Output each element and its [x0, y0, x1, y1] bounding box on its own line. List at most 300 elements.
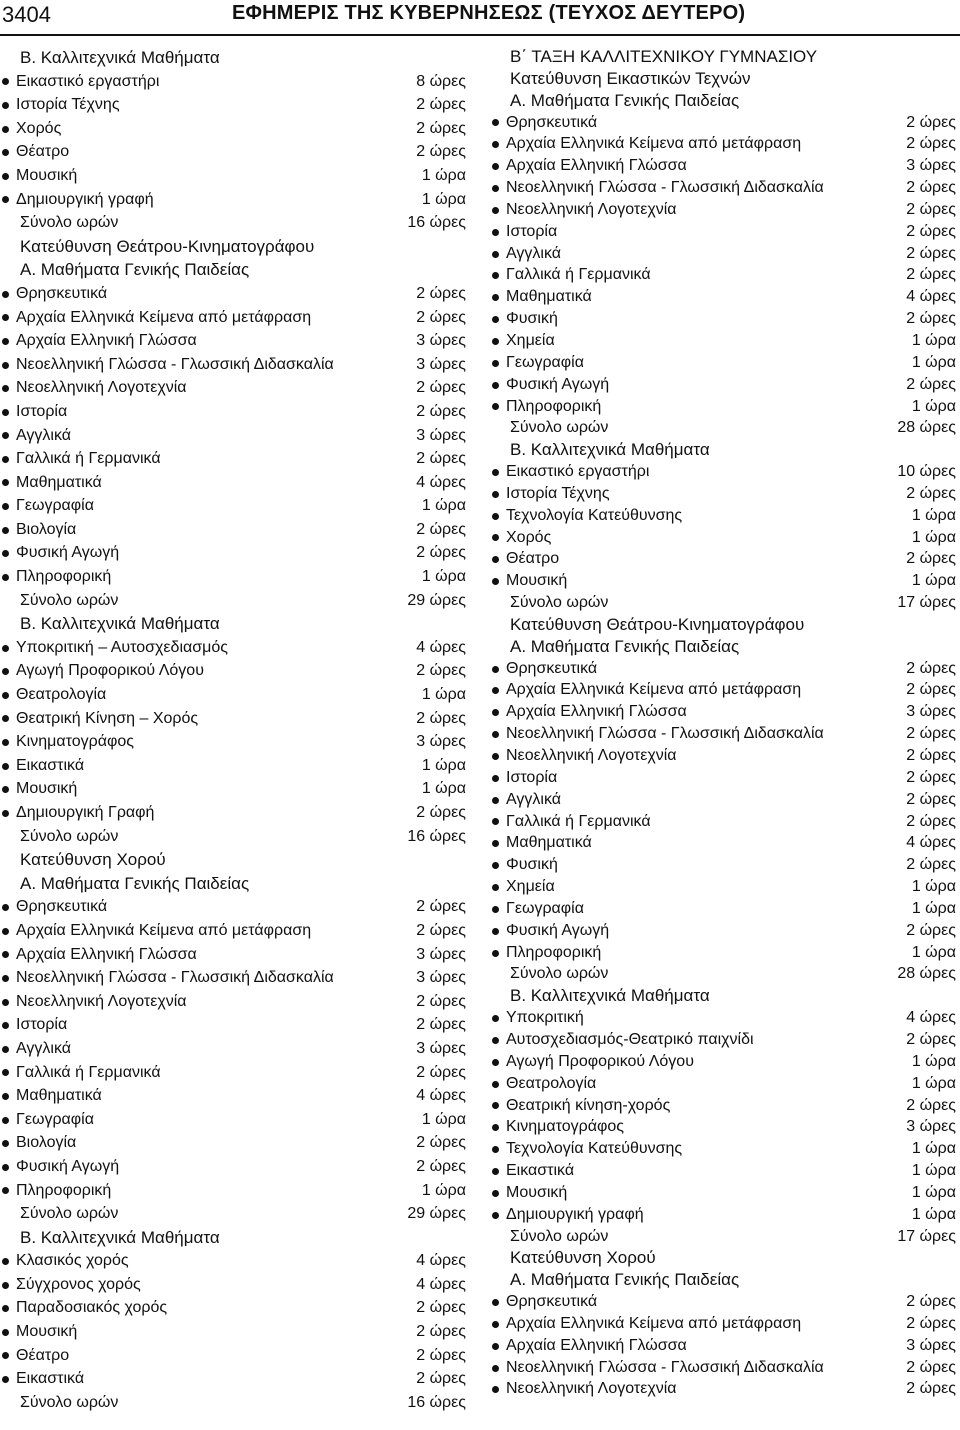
subject-name: Μαθηματικά: [16, 1087, 102, 1105]
hours-value: 4 ώρες: [906, 288, 956, 306]
total-label: Σύνολο ωρών: [20, 214, 119, 232]
subject-row: [0, 1061, 466, 1085]
hours-value: 1 ώρα: [911, 943, 956, 961]
subject-name: Εικαστικά: [16, 1370, 85, 1388]
subject-name: Φυσική: [506, 856, 558, 874]
hours-value: 2 ώρες: [416, 1299, 466, 1317]
subject-name: Εικαστικά: [506, 1162, 575, 1180]
subject-name: Αρχαία Ελληνική Γλώσσα: [506, 1336, 687, 1354]
hours-value: 2 ώρες: [416, 898, 466, 916]
hours-value: 29 ώρες: [407, 591, 466, 609]
subject-name: Αγγλικά: [506, 244, 561, 262]
subject-row: [0, 1320, 466, 1344]
subject-row: [0, 447, 466, 471]
subject-name: Φυσική Αγωγή: [16, 544, 120, 562]
hours-value: 1 ώρα: [421, 568, 466, 586]
subject-name: Αρχαία Ελληνικά Κείμενα από μετάφραση: [16, 921, 312, 939]
subject-row: [490, 1357, 956, 1379]
hours-value: 3 ώρες: [906, 1336, 956, 1354]
hours-value: 2 ώρες: [906, 310, 956, 328]
hours-value: 17 ώρες: [897, 1227, 956, 1245]
subject-name: Αρχαία Ελληνικά Κείμενα από μετάφραση: [506, 135, 802, 153]
hours-value: 2 ώρες: [906, 1358, 956, 1376]
section-heading: Α. Μαθήματα Γενικής Παιδείας: [510, 1270, 740, 1290]
subject-row: [490, 570, 956, 592]
subject-name: Νεοελληνική Γλώσσα - Γλωσσική Διδασκαλία: [506, 1358, 824, 1376]
hours-value: 2 ώρες: [416, 284, 466, 302]
hours-value: 2 ώρες: [416, 96, 466, 114]
subject-row: [490, 330, 956, 352]
total-label: Σύνολο ωρών: [510, 419, 609, 437]
hours-value: 1 ώρα: [911, 397, 956, 415]
subject-name: Βιολογία: [16, 520, 77, 538]
subject-row: [490, 396, 956, 418]
subject-row: [490, 264, 956, 286]
total-row: [0, 1391, 466, 1415]
subject-row: [0, 282, 466, 306]
subject-name: Κλασικός χορός: [16, 1252, 129, 1270]
total-label: Σύνολο ωρών: [20, 591, 119, 609]
subject-name: Μουσική: [16, 1323, 78, 1341]
subject-name: Θεατρική Κίνηση – Χορός: [16, 709, 199, 727]
hours-value: 2 ώρες: [416, 1016, 466, 1034]
subject-name: Χημεία: [506, 878, 555, 896]
hours-value: 1 ώρα: [421, 497, 466, 515]
subject-name: Κινηματογράφος: [16, 733, 134, 751]
subject-row: [0, 353, 466, 377]
subject-row: [490, 701, 956, 723]
subject-row: [490, 221, 956, 243]
subject-name: Γεωγραφία: [16, 497, 94, 515]
subject-name: Νεοελληνική Λογοτεχνία: [506, 200, 677, 218]
subject-name: Νεοελληνική Λογοτεχνία: [16, 992, 187, 1010]
hours-value: 1 ώρα: [421, 686, 466, 704]
subject-row: [0, 1179, 466, 1203]
subject-name: Δημιουργική γραφή: [16, 190, 154, 208]
subject-name: Εικαστικά: [16, 756, 85, 774]
hours-value: 2 ώρες: [416, 450, 466, 468]
section-heading: Β. Καλλιτεχνικά Μαθήματα: [510, 986, 710, 1006]
hours-value: 4 ώρες: [416, 638, 466, 656]
total-row: [490, 963, 956, 985]
hours-value: 3 ώρες: [906, 157, 956, 175]
hours-value: 1 ώρα: [911, 1183, 956, 1201]
hours-value: 2 ώρες: [416, 544, 466, 562]
subject-row: [490, 1291, 956, 1313]
subject-name: Θέατρο: [506, 550, 560, 568]
subject-row: [0, 541, 466, 565]
hours-value: 3 ώρες: [416, 945, 466, 963]
subject-row: [0, 471, 466, 495]
hours-value: 2 ώρες: [416, 1063, 466, 1081]
subject-name: Βιολογία: [16, 1134, 77, 1152]
total-row: [0, 211, 466, 235]
hours-value: 2 ώρες: [906, 375, 956, 393]
section-heading: Α. Μαθήματα Γενικής Παιδείας: [510, 90, 740, 110]
hours-value: 2 ώρες: [416, 1323, 466, 1341]
subject-row: [0, 188, 466, 212]
hours-value: 1 ώρα: [421, 780, 466, 798]
hours-value: 2 ώρες: [906, 550, 956, 568]
subject-name: Μαθηματικά: [506, 288, 592, 306]
hours-value: 1 ώρα: [911, 1162, 956, 1180]
subject-row: [0, 1296, 466, 1320]
subject-row: [0, 659, 466, 683]
hours-value: 28 ώρες: [897, 965, 956, 983]
subject-row: [490, 352, 956, 374]
subject-row: [490, 527, 956, 549]
subject-row: [0, 140, 466, 164]
hours-value: 2 ώρες: [416, 402, 466, 420]
subject-name: Αρχαία Ελληνικά Κείμενα από μετάφραση: [506, 681, 802, 699]
hours-value: 1 ώρα: [911, 1074, 956, 1092]
subject-row: [0, 777, 466, 801]
subject-row: [490, 505, 956, 527]
total-row: [0, 825, 466, 849]
subject-row: [0, 1367, 466, 1391]
section-heading: Β. Καλλιτεχνικά Μαθήματα: [20, 614, 220, 634]
subject-row: [490, 1378, 956, 1400]
hours-value: 2 ώρες: [906, 725, 956, 743]
subject-name: Φυσική Αγωγή: [16, 1157, 120, 1175]
hours-value: 3 ώρες: [416, 355, 466, 373]
subject-name: Ιστορία Τέχνης: [506, 484, 610, 502]
section-heading: Α. Μαθήματα Γενικής Παιδείας: [20, 873, 250, 893]
subject-row: [0, 329, 466, 353]
subject-name: Πληροφορική: [506, 943, 602, 961]
subject-row: [490, 1204, 956, 1226]
subject-row: [0, 966, 466, 990]
subject-row: [490, 133, 956, 155]
subject-name: Γαλλικά ή Γερμανικά: [16, 1063, 161, 1081]
subject-row: [490, 112, 956, 134]
hours-value: 2 ώρες: [906, 747, 956, 764]
hours-value: 2 ώρες: [906, 200, 956, 218]
subject-row: [0, 1273, 466, 1297]
section-heading: Α. Μαθήματα Γενικής Παιδείας: [510, 636, 740, 656]
hours-value: 2 ώρες: [906, 1314, 956, 1332]
hours-value: 1 ώρα: [911, 1140, 956, 1158]
subject-row: [0, 93, 466, 117]
hours-value: 2 ώρες: [906, 222, 956, 240]
left-column: [0, 46, 466, 1414]
hours-value: 8 ώρες: [416, 72, 466, 90]
total-row: [490, 417, 956, 439]
subject-name: Χημεία: [506, 331, 555, 349]
subject-row: [490, 1160, 956, 1182]
subject-row: [490, 854, 956, 876]
journal-title: ΕΦΗΜΕΡΙΣ ΤΗΣ ΚΥΒΕΡΝΗΣΕΩΣ (ΤΕΥΧΟΣ ΔΕΥΤΕΡΟ): [232, 2, 746, 24]
section-heading: Κατεύθυνση Θεάτρου-Κινηματογράφου: [20, 236, 315, 256]
subject-row: [490, 1182, 956, 1204]
subject-name: Αρχαία Ελληνική Γλώσσα: [506, 703, 687, 721]
section-heading: Κατεύθυνση Θεάτρου-Κινηματογράφου: [510, 614, 805, 634]
subject-name: Δημιουργική Γραφή: [16, 804, 155, 821]
total-label: Σύνολο ωρών: [510, 594, 609, 612]
subject-row: [490, 723, 956, 745]
hours-value: 2 ώρες: [416, 308, 466, 326]
subject-name: Νεοελληνική Γλώσσα - Γλωσσική Διδασκαλία: [16, 969, 334, 987]
subject-row: [490, 898, 956, 920]
page-header: [0, 0, 960, 34]
subject-name: Αρχαία Ελληνικά Κείμενα από μετάφραση: [16, 308, 312, 326]
subject-name: Φυσική Αγωγή: [506, 921, 610, 939]
subject-name: Θρησκευτικά: [506, 113, 598, 131]
total-row: [490, 1226, 956, 1248]
subject-row: [0, 943, 466, 967]
hours-value: 2 ώρες: [416, 709, 466, 727]
hours-value: 3 ώρες: [416, 332, 466, 350]
subject-row: [490, 374, 956, 396]
hours-value: 29 ώρες: [407, 1205, 466, 1223]
hours-value: 2 ώρες: [906, 179, 956, 197]
hours-value: 2 ώρες: [416, 1346, 466, 1364]
hours-value: 3 ώρες: [416, 426, 466, 444]
subject-row: [490, 811, 956, 833]
subject-name: Μουσική: [16, 780, 78, 798]
hours-value: 1 ώρα: [911, 353, 956, 371]
subject-row: [490, 1116, 956, 1138]
subject-row: [490, 920, 956, 942]
subject-name: Αγγλικά: [506, 790, 561, 808]
subject-name: Θεατρική κίνηση-χορός: [506, 1096, 671, 1114]
subject-name: Αρχαία Ελληνική Γλώσσα: [506, 157, 687, 175]
hours-value: 2 ώρες: [906, 1380, 956, 1398]
hours-value: 2 ώρες: [416, 1134, 466, 1152]
subject-name: Ιστορία: [506, 222, 558, 240]
hours-value: 3 ώρες: [416, 733, 466, 751]
subject-name: Θρησκευτικά: [16, 284, 108, 302]
subject-name: Θεατρολογία: [16, 686, 107, 704]
subject-row: [0, 1108, 466, 1132]
subject-row: [0, 754, 466, 778]
hours-value: 1 ώρα: [911, 1205, 956, 1223]
subject-name: Αγωγή Προφορικού Λόγου: [506, 1052, 694, 1070]
hours-value: 2 ώρες: [906, 1030, 956, 1048]
page-number: 3404: [2, 2, 51, 27]
subject-row: [490, 745, 956, 767]
subject-row: [490, 1007, 956, 1029]
right-column: [490, 46, 956, 1400]
subject-row: [490, 942, 956, 964]
subject-row: [490, 243, 956, 265]
subject-name: Κινηματογράφος: [506, 1118, 624, 1136]
section-heading: Κατεύθυνση Εικαστικών Τεχνών: [510, 68, 751, 88]
subject-row: [0, 376, 466, 400]
hours-value: 4 ώρες: [906, 834, 956, 852]
subject-row: [0, 1155, 466, 1179]
subject-name: Ιστορία: [16, 402, 68, 420]
subject-name: Νεοελληνική Λογοτεχνία: [16, 379, 187, 397]
subject-row: [0, 306, 466, 330]
subject-row: [0, 801, 466, 825]
subject-row: [490, 1073, 956, 1095]
total-label: Σύνολο ωρών: [20, 1205, 119, 1223]
subject-name: Αγγλικά: [16, 426, 71, 444]
hours-value: 16 ώρες: [407, 1393, 466, 1411]
subject-name: Μαθηματικά: [16, 473, 102, 491]
hours-value: 16 ώρες: [407, 214, 466, 232]
subject-row: [0, 424, 466, 448]
subject-row: [490, 1138, 956, 1160]
subject-name: Ιστορία: [506, 768, 558, 786]
header-rule: [0, 34, 960, 36]
subject-name: Σύγχρονος χορός: [16, 1275, 141, 1293]
subject-row: [0, 1131, 466, 1155]
section-heading: Κατεύθυνση Χορού: [510, 1248, 656, 1268]
hours-value: 2 ώρες: [416, 1157, 466, 1175]
hours-value: 4 ώρες: [906, 1009, 956, 1027]
subject-name: Φυσική Αγωγή: [506, 375, 610, 393]
hours-value: 1 ώρα: [421, 1181, 466, 1199]
subject-row: [490, 789, 956, 811]
subject-name: Χορός: [16, 119, 62, 137]
subject-name: Χορός: [506, 528, 552, 546]
section-heading: Β. Καλλιτεχνικά Μαθήματα: [20, 1227, 220, 1247]
subject-row: [490, 155, 956, 177]
subject-row: [0, 1037, 466, 1061]
hours-value: 2 ώρες: [416, 520, 466, 538]
subject-name: Αρχαία Ελληνική Γλώσσα: [16, 332, 197, 350]
total-row: [490, 592, 956, 614]
subject-row: [490, 1335, 956, 1357]
subject-name: Εικαστικό εργαστήρι: [506, 463, 650, 481]
subject-row: [0, 117, 466, 141]
subject-name: Αυτοσχεδιασμός-Θεατρικό παιχνίδι: [506, 1030, 754, 1048]
hours-value: 2 ώρες: [906, 790, 956, 808]
hours-value: 2 ώρες: [416, 992, 466, 1010]
section-heading: Β΄ ΤΑΞΗ ΚΑΛΛΙΤΕΧΝΙΚΟΥ ΓΥΜΝΑΣΙΟΥ: [510, 47, 818, 66]
subject-row: [0, 1013, 466, 1037]
hours-value: 1 ώρα: [911, 572, 956, 590]
subject-row: [490, 1029, 956, 1051]
total-row: [0, 1202, 466, 1226]
subject-name: Ιστορία Τέχνης: [16, 96, 120, 114]
subject-name: Θρησκευτικά: [506, 659, 598, 677]
hours-value: 3 ώρες: [906, 703, 956, 721]
subject-row: [490, 199, 956, 221]
subject-name: Εικαστικό εργαστήρι: [16, 72, 160, 90]
subject-name: Θέατρο: [16, 1346, 70, 1364]
subject-row: [490, 177, 956, 199]
subject-name: Μουσική: [506, 572, 568, 590]
subject-name: Ιστορία: [16, 1016, 68, 1034]
hours-value: 3 ώρες: [416, 969, 466, 987]
subject-name: Θρησκευτικά: [506, 1293, 598, 1311]
subject-row: [490, 876, 956, 898]
hours-value: 2 ώρες: [906, 659, 956, 677]
subject-row: [490, 1313, 956, 1335]
hours-value: 2 ώρες: [906, 1293, 956, 1311]
section-heading: Α. Μαθήματα Γενικής Παιδείας: [20, 260, 250, 280]
subject-name: Αρχαία Ελληνική Γλώσσα: [16, 945, 197, 963]
subject-row: [490, 767, 956, 789]
subject-row: [0, 400, 466, 424]
total-label: Σύνολο ωρών: [20, 1393, 119, 1411]
subject-row: [0, 164, 466, 188]
subject-name: Γεωγραφία: [16, 1110, 94, 1128]
subject-name: Νεοελληνική Λογοτεχνία: [506, 747, 677, 764]
subject-row: [0, 70, 466, 94]
subject-row: [0, 565, 466, 589]
subject-row: [490, 483, 956, 505]
subject-name: Δημιουργική γραφή: [506, 1205, 644, 1223]
subject-name: Γαλλικά ή Γερμανικά: [506, 266, 651, 284]
hours-value: 1 ώρα: [911, 528, 956, 546]
subject-row: [490, 461, 956, 483]
subject-row: [490, 286, 956, 308]
subject-name: Τεχνολογία Κατεύθυνσης: [506, 1140, 683, 1158]
subject-name: Τεχνολογία Κατεύθυνσης: [506, 506, 683, 524]
hours-value: 1 ώρα: [911, 331, 956, 349]
hours-value: 1 ώρα: [421, 166, 466, 184]
subject-row: [490, 548, 956, 570]
subject-name: Μουσική: [16, 166, 78, 184]
hours-value: 2 ώρες: [416, 143, 466, 161]
subject-name: Γεωγραφία: [506, 899, 584, 917]
subject-row: [0, 636, 466, 660]
subject-row: [0, 990, 466, 1014]
total-label: Σύνολο ωρών: [510, 1227, 609, 1245]
subject-row: [490, 308, 956, 330]
hours-value: 2 ώρες: [906, 681, 956, 699]
subject-name: Αγωγή Προφορικού Λόγου: [16, 662, 204, 680]
hours-value: 1 ώρα: [421, 190, 466, 208]
subject-name: Υποκριτική: [506, 1009, 584, 1027]
subject-name: Υποκριτική – Αυτοσχεδιασμός: [16, 638, 228, 656]
hours-value: 2 ώρες: [906, 484, 956, 502]
hours-value: 1 ώρα: [911, 1052, 956, 1070]
subject-name: Νεοελληνική Γλώσσα - Γλωσσική Διδασκαλία: [506, 179, 824, 197]
subject-name: Γεωγραφία: [506, 353, 584, 371]
subject-name: Παραδοσιακός χορός: [16, 1299, 168, 1317]
subject-name: Νεοελληνική Γλώσσα - Γλωσσική Διδασκαλία: [506, 725, 824, 743]
subject-row: [0, 494, 466, 518]
hours-value: 3 ώρες: [906, 1118, 956, 1136]
hours-value: 4 ώρες: [416, 1087, 466, 1105]
subject-name: Θέατρο: [16, 143, 70, 161]
subject-row: [490, 1095, 956, 1117]
hours-value: 1 ώρα: [911, 899, 956, 917]
hours-value: 2 ώρες: [416, 119, 466, 137]
hours-value: 2 ώρες: [416, 921, 466, 939]
subject-row: [0, 518, 466, 542]
hours-value: 2 ώρες: [416, 379, 466, 397]
hours-value: 2 ώρες: [906, 113, 956, 131]
subject-row: [490, 1051, 956, 1073]
hours-value: 17 ώρες: [897, 594, 956, 612]
subject-name: Θρησκευτικά: [16, 898, 108, 916]
hours-value: 2 ώρες: [906, 135, 956, 153]
subject-row: [0, 1344, 466, 1368]
subject-name: Αγγλικά: [16, 1039, 71, 1057]
subject-row: [0, 707, 466, 731]
hours-value: 1 ώρα: [911, 878, 956, 896]
hours-value: 1 ώρα: [421, 756, 466, 774]
subject-name: Θεατρολογία: [506, 1074, 597, 1092]
subject-name: Νεοελληνική Γλώσσα - Γλωσσική Διδασκαλία: [16, 355, 334, 373]
hours-value: 2 ώρες: [906, 768, 956, 786]
section-heading: Κατεύθυνση Χορού: [20, 850, 166, 870]
hours-value: 2 ώρες: [906, 856, 956, 874]
hours-value: 4 ώρες: [416, 473, 466, 491]
subject-row: [0, 1084, 466, 1108]
subject-name: Μαθηματικά: [506, 834, 592, 852]
subject-row: [0, 919, 466, 943]
hours-value: 2 ώρες: [906, 266, 956, 284]
total-label: Σύνολο ωρών: [510, 965, 609, 983]
hours-value: 1 ώρα: [421, 1110, 466, 1128]
